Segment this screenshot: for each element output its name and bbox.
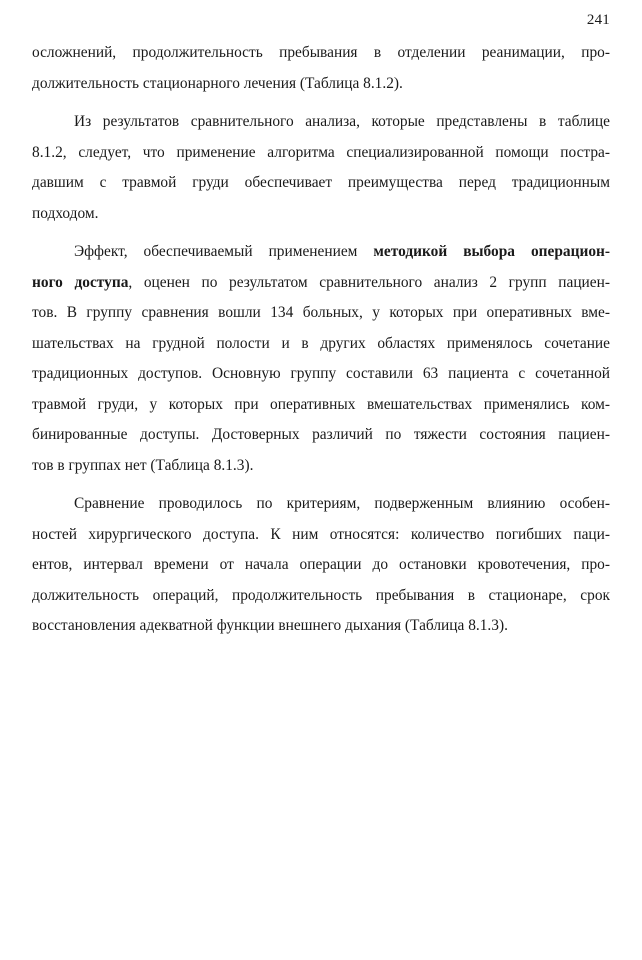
body-text [32, 38, 610, 642]
text-line: травмой груди, у которых при оперативных вмешательствах применялись ком- [32, 395, 610, 413]
page-number: 241 [586, 12, 610, 28]
paragraph [32, 489, 610, 642]
bold-term: методикой выбора операцион- [373, 243, 611, 260]
text-line: подходом. [32, 204, 99, 222]
text-line [32, 237, 610, 268]
text-line: традиционных доступов. Основную группу составили 63 пациента с сочетанной [32, 365, 610, 382]
text-line: бинированные доступы. Достоверных различий по тяжести состояния пациен- [32, 426, 610, 443]
text-run: , оценен по результатом сравнительного анализ 2 групп пациен- [128, 273, 610, 291]
text-run: Эффект, обеспечиваемый применением [74, 243, 374, 260]
text-line: ностей хирургического доступа. К ним относятся: количество погибших паци- [32, 525, 610, 543]
text-line: Сравнение проводилось по критериям, подверженным влиянию особен- [74, 495, 610, 512]
text-line: тов. В группу сравнения вошли 134 больных, у которых при оперативных вме- [32, 304, 610, 321]
paragraph [32, 38, 610, 99]
bold-term: ного доступа [32, 273, 129, 291]
text-line: 8.1.2, следует, что применение алгоритма специализированной помощи постра- [32, 143, 610, 161]
paragraph [32, 107, 610, 229]
text-line: должительность операций, продолжительность пребывания в стационаре, срок [32, 586, 610, 604]
text-line: должительность стационарного лечения (Таблица 8.1.2). [32, 74, 403, 92]
text-line: шательствах на грудной полости и в других областях применялось сочетание [32, 334, 610, 352]
paragraph [32, 237, 610, 481]
text-line [32, 268, 610, 299]
text-line: тов в группах нет (Таблица 8.1.3). [32, 456, 254, 474]
text-line: восстановления адекватной функции внешнего дыхания (Таблица 8.1.3). [32, 617, 508, 634]
text-line: Из результатов сравнительного анализа, которые представлены в таблице [74, 113, 610, 130]
text-line: осложнений, продолжительность пребывания в отделении реанимации, про- [32, 44, 610, 61]
text-line: давшим с травмой груди обеспечивает преимущества перед традиционным [32, 174, 610, 191]
text-line: ентов, интервал времени от начала операции до остановки кровотечения, про- [32, 556, 610, 573]
